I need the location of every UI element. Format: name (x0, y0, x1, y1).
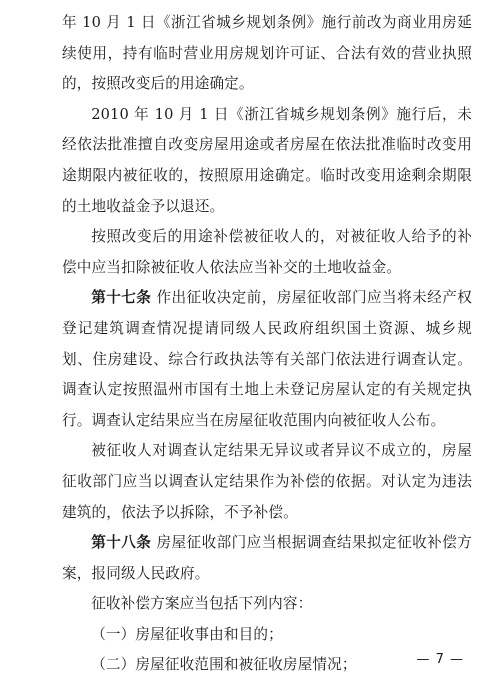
article-18-heading: 第十八条 (91, 534, 152, 552)
list-item-1: （一）房屋征收事由和目的； (91, 625, 283, 643)
list-item-2: （二）房屋征收范围和被征收房屋情况； (91, 656, 357, 674)
paragraph-5: 被征收人对调查认定结果无异议或者异议不成立的，房屋征收部门应当以调查认定结果作为补偿的依据。对认定为违法建筑的，依法予以拆除，不予补偿。 (62, 442, 472, 521)
paragraph-3: 按照改变后的用途补偿被征收人的，对被征收人给予的补偿中应当扣除被征收人依法应当补交的土地收益金。 (62, 228, 472, 276)
paragraph-article-18 (62, 528, 472, 589)
page-number: — 7 — (416, 652, 464, 667)
paragraph-article-17 (62, 283, 472, 436)
paragraph-2: 2010 年 10 月 1 日《浙江省城乡规划条例》施行后，未经依法批准擅自改变房屋用途或者房屋在依法批准临时改变用途期限内被征收的，按照原用途确定。临时改变用途剩余期限的土地收益金予以退还。 (62, 105, 472, 215)
article-17-text: 作出征收决定前，房屋征收部门应当将未经产权登记建筑调查情况提请同级人民政府组织国土资源、城乡规划、住房建设、综合行政执法等有关部门依法进行调查认定。调查认定按照温州市国有土地上未登记房屋认定的有关规定执行。调查认定结果应当在房屋征收范围内向被征收人公布。 (62, 289, 472, 429)
article-18-text: 房屋征收部门应当根据调查结果拟定征收补偿方案，报同级人民政府。 (62, 534, 472, 582)
paragraph-1: 年 10 月 1 日《浙江省城乡规划条例》施行前改为商业用房延续使用，持有临时营业用房规划许可证、合法有效的营业执照的，按照改变后的用途确定。 (62, 14, 472, 93)
paragraph-7: 征收补偿方案应当包括下列内容： (91, 595, 313, 613)
document-body (62, 8, 472, 681)
article-17-heading: 第十七条 (91, 289, 152, 307)
